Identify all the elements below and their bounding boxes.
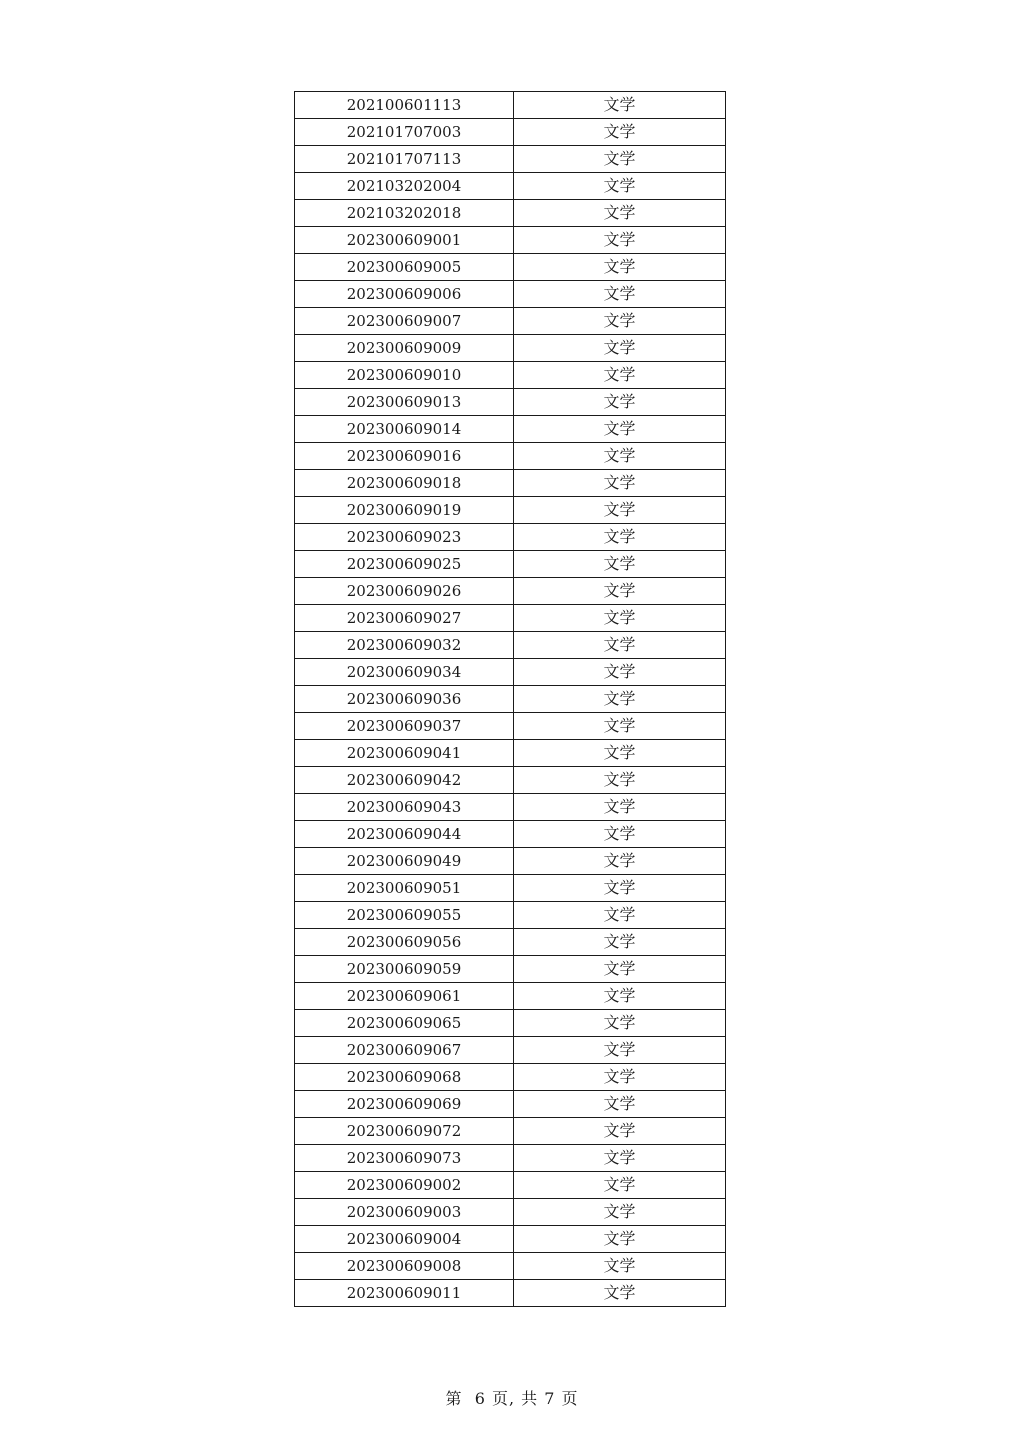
table-row <box>295 1118 726 1145</box>
table-row <box>295 254 726 281</box>
student-id-cell: 202300609025 <box>295 551 514 578</box>
subject-cell: 文学 <box>514 1199 726 1226</box>
record-table <box>294 91 726 1307</box>
subject-cell: 文学 <box>514 929 726 956</box>
subject-cell: 文学 <box>514 281 726 308</box>
table-row <box>295 362 726 389</box>
table-row <box>295 632 726 659</box>
subject-cell: 文学 <box>514 740 726 767</box>
table-row <box>295 281 726 308</box>
subject-cell: 文学 <box>514 308 726 335</box>
subject-cell: 文学 <box>514 227 726 254</box>
table-row <box>295 740 726 767</box>
subject-cell: 文学 <box>514 902 726 929</box>
student-id-cell: 202101707113 <box>295 146 514 173</box>
subject-cell: 文学 <box>514 1064 726 1091</box>
subject-cell: 文学 <box>514 497 726 524</box>
student-id-cell: 202300609003 <box>295 1199 514 1226</box>
table-row <box>295 794 726 821</box>
table-row <box>295 929 726 956</box>
table-row <box>295 119 726 146</box>
subject-cell: 文学 <box>514 173 726 200</box>
subject-cell: 文学 <box>514 335 726 362</box>
table-row <box>295 551 726 578</box>
table-row <box>295 335 726 362</box>
student-id-cell: 202103202018 <box>295 200 514 227</box>
subject-cell: 文学 <box>514 362 726 389</box>
table-row <box>295 1280 726 1307</box>
student-id-cell: 202300609049 <box>295 848 514 875</box>
table-row <box>295 200 726 227</box>
subject-cell: 文学 <box>514 1280 726 1307</box>
student-id-cell: 202300609016 <box>295 443 514 470</box>
student-id-cell: 202300609005 <box>295 254 514 281</box>
student-id-cell: 202300609059 <box>295 956 514 983</box>
student-id-cell: 202300609043 <box>295 794 514 821</box>
table-row <box>295 659 726 686</box>
table-row <box>295 308 726 335</box>
student-id-cell: 202300609002 <box>295 1172 514 1199</box>
subject-cell: 文学 <box>514 875 726 902</box>
table-row <box>295 1199 726 1226</box>
subject-cell: 文学 <box>514 92 726 119</box>
student-id-cell: 202300609042 <box>295 767 514 794</box>
table-row <box>295 875 726 902</box>
subject-cell: 文学 <box>514 821 726 848</box>
student-id-cell: 202300609055 <box>295 902 514 929</box>
subject-cell: 文学 <box>514 767 726 794</box>
subject-cell: 文学 <box>514 146 726 173</box>
student-id-cell: 202300609006 <box>295 281 514 308</box>
table-row <box>295 983 726 1010</box>
subject-cell: 文学 <box>514 794 726 821</box>
student-id-cell: 202300609034 <box>295 659 514 686</box>
table-row <box>295 524 726 551</box>
subject-cell: 文学 <box>514 848 726 875</box>
student-id-cell: 202300609061 <box>295 983 514 1010</box>
student-id-cell: 202300609044 <box>295 821 514 848</box>
table-row <box>295 416 726 443</box>
table-row <box>295 767 726 794</box>
subject-cell: 文学 <box>514 254 726 281</box>
page-footer <box>0 1386 1024 1409</box>
student-id-cell: 202300609009 <box>295 335 514 362</box>
table-row <box>295 605 726 632</box>
table-row <box>295 1145 726 1172</box>
subject-cell: 文学 <box>514 659 726 686</box>
table-row <box>295 686 726 713</box>
table-row <box>295 1172 726 1199</box>
subject-cell: 文学 <box>514 1010 726 1037</box>
subject-cell: 文学 <box>514 605 726 632</box>
table-row <box>295 146 726 173</box>
subject-cell: 文学 <box>514 200 726 227</box>
subject-cell: 文学 <box>514 956 726 983</box>
subject-cell: 文学 <box>514 713 726 740</box>
student-id-cell: 202300609067 <box>295 1037 514 1064</box>
student-id-cell: 202300609004 <box>295 1226 514 1253</box>
student-id-cell: 202300609073 <box>295 1145 514 1172</box>
table-row <box>295 578 726 605</box>
subject-cell: 文学 <box>514 551 726 578</box>
student-id-cell: 202300609026 <box>295 578 514 605</box>
table-row <box>295 1010 726 1037</box>
subject-cell: 文学 <box>514 524 726 551</box>
student-id-cell: 202300609001 <box>295 227 514 254</box>
student-id-cell: 202300609008 <box>295 1253 514 1280</box>
record-table-body <box>295 92 726 1307</box>
subject-cell: 文学 <box>514 578 726 605</box>
student-id-cell: 202300609036 <box>295 686 514 713</box>
student-id-cell: 202300609011 <box>295 1280 514 1307</box>
student-id-cell: 202300609069 <box>295 1091 514 1118</box>
table-row <box>295 443 726 470</box>
table-row <box>295 1037 726 1064</box>
subject-cell: 文学 <box>514 416 726 443</box>
table-row <box>295 1253 726 1280</box>
table-row <box>295 1226 726 1253</box>
student-id-cell: 202300609019 <box>295 497 514 524</box>
student-id-cell: 202300609010 <box>295 362 514 389</box>
subject-cell: 文学 <box>514 470 726 497</box>
table-row <box>295 227 726 254</box>
student-id-cell: 202300609027 <box>295 605 514 632</box>
table-row <box>295 848 726 875</box>
subject-cell: 文学 <box>514 1226 726 1253</box>
subject-cell: 文学 <box>514 1037 726 1064</box>
table-row <box>295 92 726 119</box>
student-id-cell: 202101707003 <box>295 119 514 146</box>
subject-cell: 文学 <box>514 389 726 416</box>
table-row <box>295 713 726 740</box>
student-id-cell: 202100601113 <box>295 92 514 119</box>
table-row <box>295 497 726 524</box>
student-id-cell: 202300609037 <box>295 713 514 740</box>
student-id-cell: 202103202004 <box>295 173 514 200</box>
subject-cell: 文学 <box>514 119 726 146</box>
subject-cell: 文学 <box>514 983 726 1010</box>
table-row <box>295 956 726 983</box>
student-id-cell: 202300609023 <box>295 524 514 551</box>
subject-cell: 文学 <box>514 686 726 713</box>
student-id-cell: 202300609014 <box>295 416 514 443</box>
student-id-cell: 202300609051 <box>295 875 514 902</box>
subject-cell: 文学 <box>514 632 726 659</box>
subject-cell: 文学 <box>514 1145 726 1172</box>
table-row <box>295 389 726 416</box>
subject-cell: 文学 <box>514 1253 726 1280</box>
table-row <box>295 902 726 929</box>
subject-cell: 文学 <box>514 1118 726 1145</box>
subject-cell: 文学 <box>514 443 726 470</box>
student-id-cell: 202300609018 <box>295 470 514 497</box>
student-id-cell: 202300609065 <box>295 1010 514 1037</box>
student-id-cell: 202300609056 <box>295 929 514 956</box>
student-id-cell: 202300609013 <box>295 389 514 416</box>
subject-cell: 文学 <box>514 1172 726 1199</box>
student-id-cell: 202300609007 <box>295 308 514 335</box>
student-id-cell: 202300609068 <box>295 1064 514 1091</box>
subject-cell: 文学 <box>514 1091 726 1118</box>
student-id-cell: 202300609072 <box>295 1118 514 1145</box>
student-id-cell: 202300609032 <box>295 632 514 659</box>
page-number-label: 第 6 页, 共 7 页 <box>445 1389 579 1408</box>
table-row <box>295 173 726 200</box>
table-row <box>295 470 726 497</box>
table-row <box>295 1091 726 1118</box>
table-row <box>295 821 726 848</box>
table-row <box>295 1064 726 1091</box>
student-id-cell: 202300609041 <box>295 740 514 767</box>
